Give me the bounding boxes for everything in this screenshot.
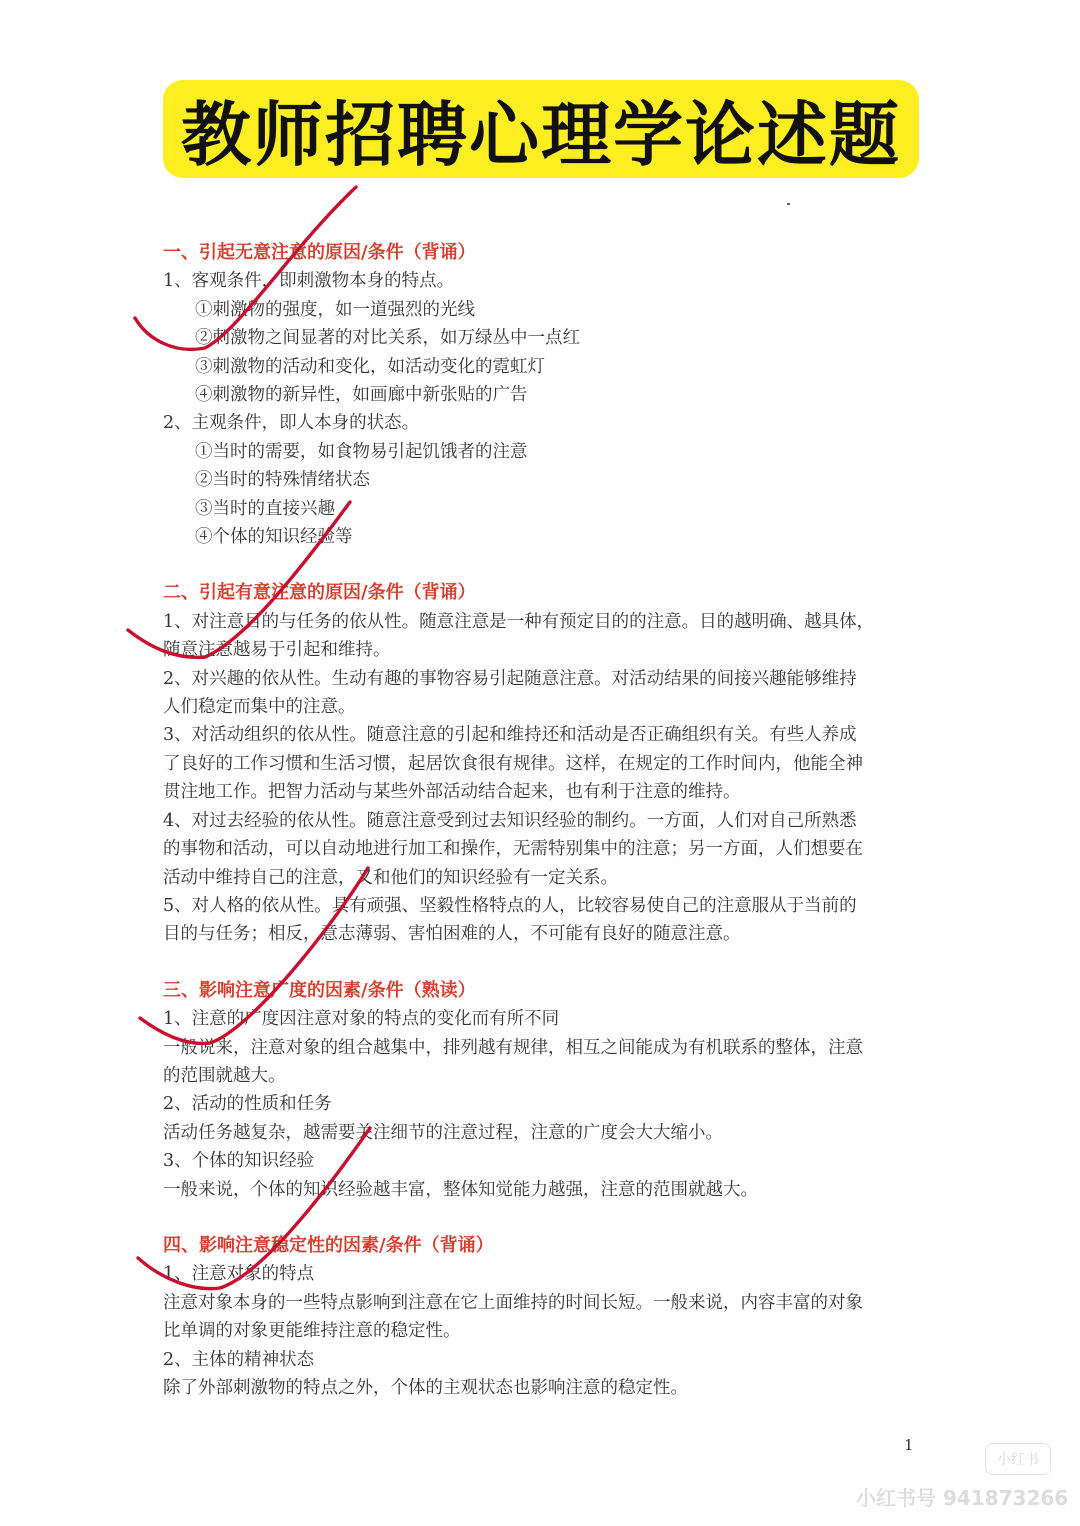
list-subitem: ②当时的特殊情绪状态 [195,470,370,491]
text-line: 除了外部刺激物的特点之外，个体的主观状态也影响注意的稳定性。 [163,1377,688,1398]
text-line: 2、活动的性质和任务 [163,1094,332,1115]
text-line: 随意注意越易于引起和维持。 [163,640,391,661]
text-line: 1、对注意目的与任务的依从性。随意注意是一种有预定目的的注意。目的越明确、越具体， [163,611,875,632]
text-line: 3、对活动组织的依从性。随意注意的引起和维持还和活动是否正确组织有关。有些人养成 [163,725,857,746]
text-line: 2、主体的精神状态 [163,1349,315,1370]
list-subitem: ③当时的直接兴趣 [195,498,335,519]
text-line: 1、注意对象的特点 [163,1264,315,1285]
text-line: 1、客观条件，即刺激物本身的特点。 [163,271,455,292]
text-line: 4、对过去经验的依从性。随意注意受到过去知识经验的制约。一方面，人们对自己所熟悉 [163,810,857,831]
title-banner [163,80,919,178]
section-heading: 一、引起无意注意的原因/条件（背诵） [163,242,476,263]
section [163,977,918,1204]
text-line: 人们稳定而集中的注意。 [163,697,356,718]
text-line: 2、主观条件，即人本身的状态。 [163,413,420,434]
watermark-id: 小红书号 941873266 [856,1486,1069,1510]
section [163,1232,918,1402]
document-body [163,239,918,1430]
list-subitem: ④个体的知识经验等 [195,527,353,548]
list-subitem: ①刺激物的强度，如一道强烈的光线 [195,299,475,320]
text-line: 3、个体的知识经验 [163,1151,315,1172]
section-heading: 四、影响注意稳定性的因素/条件（背诵） [163,1234,494,1256]
list-subitem: ③刺激物的活动和变化，如活动变化的霓虹灯 [195,356,545,377]
section-heading: 三、影响注意广度的因素/条件（熟读） [163,979,476,1001]
list-subitem: ④刺激物的新异性，如画廊中新张贴的广告 [195,385,528,406]
text-line: 比单调的对象更能维持注意的稳定性。 [163,1321,461,1342]
text-line: 了良好的工作习惯和生活习惯，起居饮食很有规律。这样，在规定的工作时间内，他能全神 [163,753,863,774]
page-title: 教师招聘心理学论述题 [181,93,901,176]
text-line: 活动中维持自己的注意，又和他们的知识经验有一定关系。 [163,867,618,888]
text-line: 的事物和活动，可以自动地进行加工和操作，无需特别集中的注意；另一方面，人们想要在 [163,839,863,860]
list-subitem: ①当时的需要，如食物易引起饥饿者的注意 [195,441,528,462]
text-line: 5、对人格的依从性。具有顽强、坚毅性格特点的人，比较容易使自己的注意服从于当前的 [163,895,857,916]
list-subitem: ②刺激物之间显著的对比关系，如万绿丛中一点红 [195,328,580,349]
text-line: 一般说来，注意对象的组合越集中，排列越有规律，相互之间能成为有机联系的整体，注意 [163,1037,863,1058]
section [163,239,918,551]
section-heading: 二、引起有意注意的原因/条件（背诵） [163,582,476,604]
text-line: 贯注地工作。把智力活动与某些外部活动结合起来，也有利于注意的维持。 [163,782,741,803]
text-line: 活动任务越复杂，越需要关注细节的注意过程，注意的广度会大大缩小。 [163,1122,723,1143]
page-number: 1 [904,1436,914,1454]
text-line: 的范围就越大。 [163,1065,286,1086]
watermark-logo: 小红书 [985,1443,1051,1475]
speck [787,203,790,205]
text-line: 一般来说，个体的知识经验越丰富，整体知觉能力越强，注意的范围就越大。 [163,1179,758,1200]
text-line: 1、注意的广度因注意对象的特点的变化而有所不同 [163,1009,560,1030]
section [163,579,918,948]
text-line: 注意对象本身的一些特点影响到注意在它上面维持的时间长短。一般来说，内容丰富的对象 [163,1292,863,1313]
text-line: 2、对兴趣的依从性。生动有趣的事物容易引起随意注意。对活动结果的间接兴趣能够维持 [163,668,857,689]
text-line: 目的与任务；相反，意志薄弱、害怕困难的人，不可能有良好的随意注意。 [163,924,741,945]
